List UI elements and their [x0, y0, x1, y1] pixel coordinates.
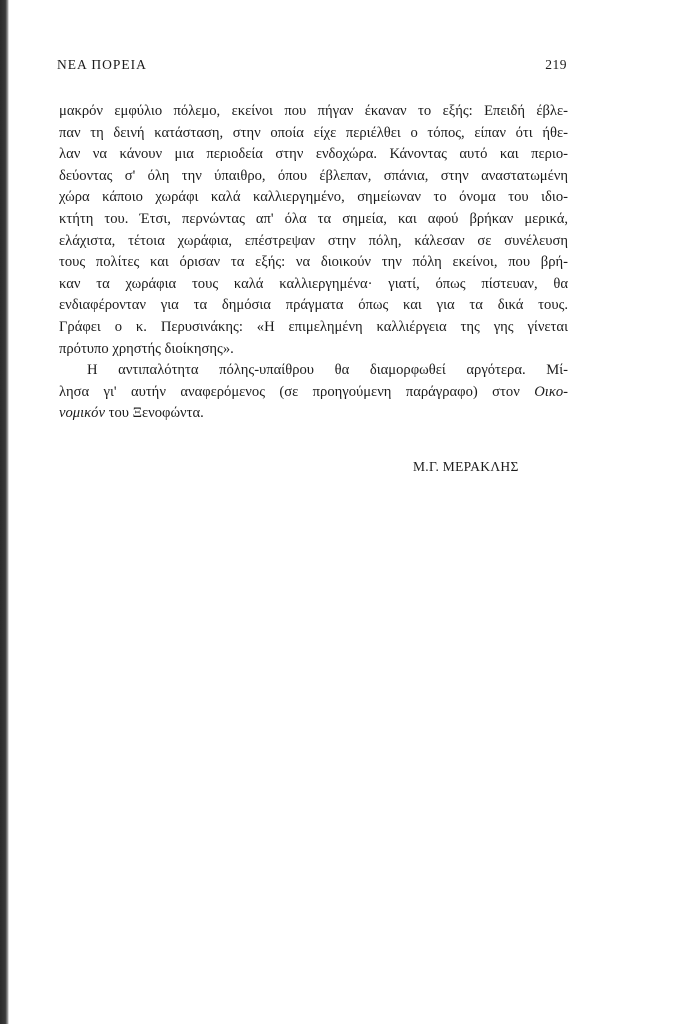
italic-book-title-part2: νομικόν [59, 405, 105, 422]
text-line: πρότυπο χρηστής διοίκησης». [59, 340, 234, 357]
italic-book-title-part1: Οικο- [534, 383, 568, 400]
article-body [59, 101, 568, 425]
text-line: λαν να κάνουν μια περιοδεία στην ενδοχώρα. Κάνοντας αυτό και περιο- [59, 146, 568, 163]
text-line: καν τα χωράφια τους καλά καλλιεργημένα· γιατί, όπως πίστευαν, θα [59, 275, 568, 292]
text-line: παν τη δεινή κατάσταση, στην οποία είχε περιέλθει ο τόπος, είπαν ότι ήθε- [59, 124, 568, 141]
text-line: μακρόν εμφύλιο πόλεμο, εκείνοι που πήγαν έκαναν το εξής: Επειδή έβλε- [59, 103, 568, 119]
page-number: 219 [545, 57, 567, 72]
text-line: κτήτη του. Έτσι, περνώντας απ' όλα τα σημεία, και αφού βρήκαν μερικά, [59, 210, 568, 227]
text-line: Γράφει ο κ. Περυσινάκης: «Η επιμελημένη καλλιέργεια της γης γίνεται [59, 318, 568, 335]
text-fragment: του Ξενοφώντα. [104, 405, 204, 422]
text-line: δεύοντας σ' όλη την ύπαιθρο, όπου έβλεπαν, σπάνια, στην αναστατωμένη [59, 167, 568, 184]
book-spine-shadow [0, 0, 9, 1024]
text-line: τους πολίτες και όρισαν τα εξής: να διοικούν την πόλη εκείνοι, που βρή- [59, 254, 568, 271]
text-line-with-italic [59, 403, 568, 425]
text-line: χώρα κάποιο χωράφι καλά καλλιεργημένο, σημείωναν το όνομα του ιδιο- [59, 189, 568, 206]
text-line: ενδιαφέρονταν για τα δημόσια πράγματα όπως και για τα δικά τους. [59, 297, 568, 314]
text-line-with-italic [59, 382, 568, 404]
journal-title: ΝΕΑ ΠΟΡΕΙΑ [57, 57, 147, 72]
text-fragment: λησα γι' αυτήν αναφερόμενος (σε προηγούμενη παράγραφο) στον [59, 383, 520, 400]
text-line: ελάχιστα, τέτοια χωράφια, επέστρεψαν στην πόλη, κάλεσαν σε συνέλευση [59, 232, 568, 249]
author-signature: Μ.Γ. ΜΕΡΑΚΛΗΣ [413, 459, 519, 474]
text-line: Η αντιπαλότητα πόλης-υπαίθρου θα διαμορφωθεί αργότερα. Μί- [87, 362, 568, 379]
